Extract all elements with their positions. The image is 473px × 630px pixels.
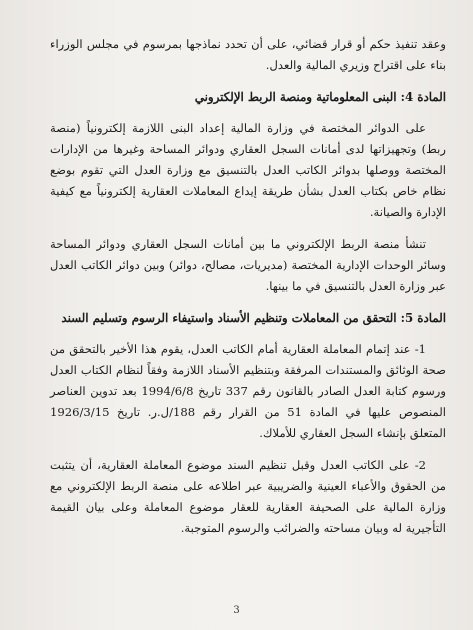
article-4-heading: المادة 4: البنى المعلوماتية ومنصة الربط الإلكتروني	[194, 90, 446, 104]
article-5-clause-2: 2- على الكاتب العدل وقبل تنظيم السند موضوع المعاملة العقارية، أن يتثبت من الحقوق والأعباء العينية والضريبية عبر اطلاعه على منصة الربط الإلكتروني مع وزارة المالية على الصحيفة العقارية للعقار موضوع المعاملة وعلى بيان القيمة التأجيرية له وبيان مساحته والضرائب والرسوم المتوجبة.	[50, 458, 446, 535]
article-4-paragraph-1: على الدوائر المختصة في وزارة المالية إعداد البنى اللازمة إلكترونياً (منصة ربط) وتجهيزاتها لدى أمانات السجل العقاري ودوائر المساحة وغيرها من الإدارات المختصة ووصلها بدوائر الكاتب العدل بالتنسيق مع وزارة العدل التي تقوم بوضع نظام خاص بكتاب العدل بشأن طريقة إيداع المعاملات العقارية إلكترونياً مع كيفية الإدارة والصيانة.	[50, 121, 446, 219]
article-4-paragraph-2: تنشأ منصة الربط الإلكتروني ما بين أمانات السجل العقاري ودوائر المساحة وسائر الوحدات الإدارية المختصة (مديريات، مصالح، دوائر) وبين دوائر الكاتب العدل عبر وزارة العدل بالتنسيق في ما بينها.	[50, 237, 446, 293]
article-5-heading: المادة 5: التحقق من المعاملات وتنظيم الأسناد واستيفاء الرسوم وتسليم السند	[61, 311, 446, 325]
document-body	[50, 34, 446, 550]
article-5-clause-1: 1- عند إتمام المعاملة العقارية أمام الكاتب العدل، يقوم هذا الأخير بالتحقق من صحة الوثائق والمستندات المرفقة وبتنظيم الأسناد اللازمة وفقاً لنظام الكتاب العدل ورسوم كتابة العدل الصادر بالقانون رقم 337 تاريخ 1994/6/8 بعد تدوين العناصر المنصوص عليها في المادة 51 من القرار رقم 188/ل.ر. تاريخ 1926/3/15 المتعلق بإنشاء السجل العقاري للأملاك.	[50, 342, 446, 440]
paragraph-intro: وعقد تنفيذ حكم أو قرار قضائي، على أن تحدد نماذجها بمرسوم في مجلس الوزراء بناء على اقتراح وزيري المالية والعدل.	[50, 37, 446, 72]
page-number: 3	[233, 605, 240, 616]
